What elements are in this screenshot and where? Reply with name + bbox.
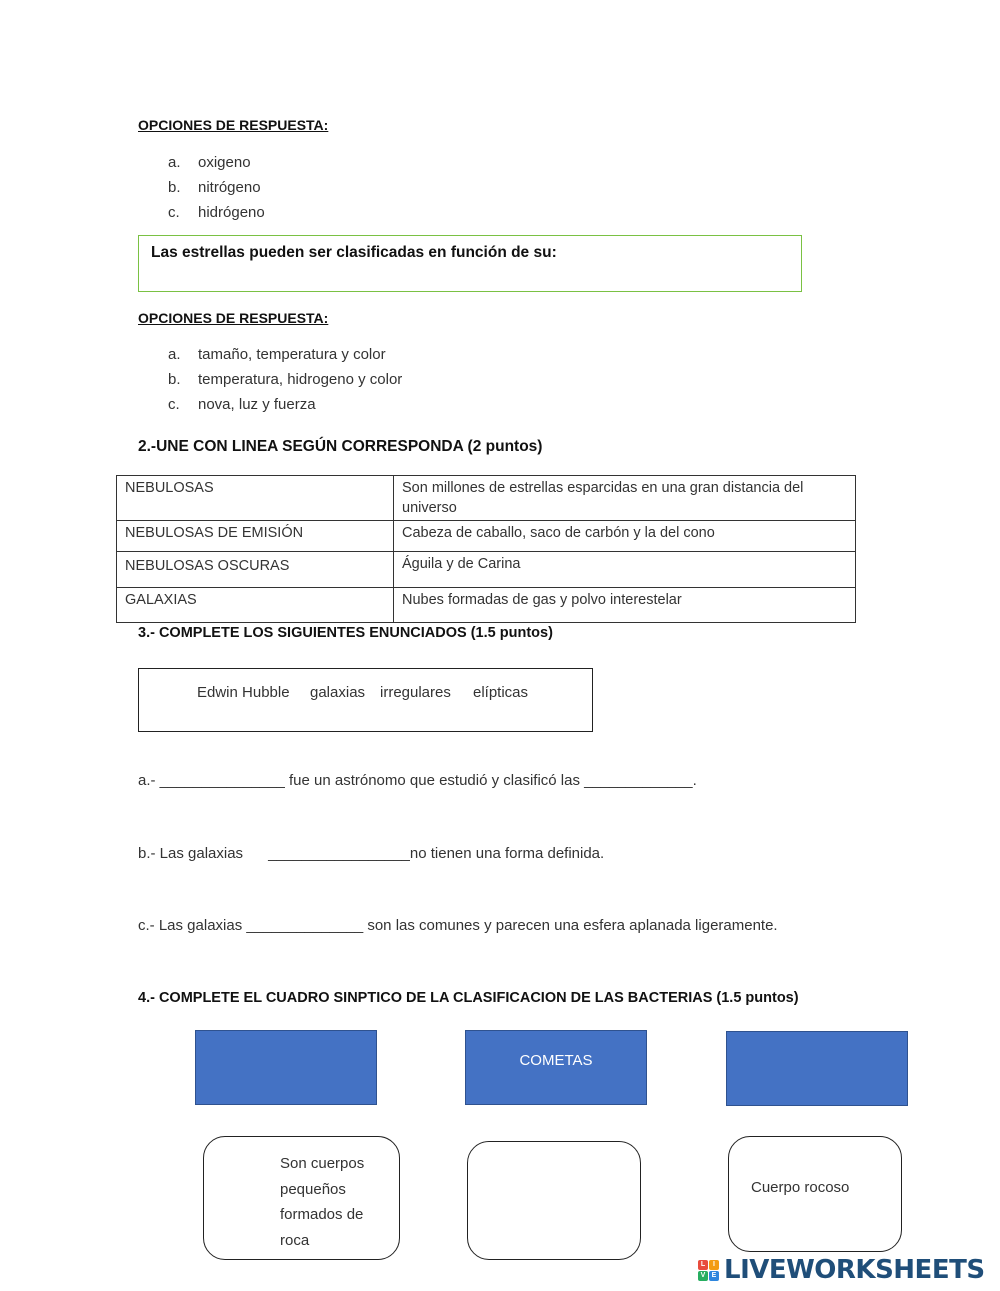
description-text: Son cuerpos pequeños formados de roca <box>280 1155 365 1249</box>
match-right-cell[interactable]: Águila y de Carina <box>394 552 856 588</box>
header-box-middle[interactable] <box>465 1030 647 1105</box>
q2-options-heading: OPCIONES DE RESPUESTA: <box>138 310 329 326</box>
q2-options-list <box>168 342 402 417</box>
description-text: Cuerpo rocoso <box>751 1179 850 1196</box>
sentence-b[interactable]: b.- Las galaxias _________________no tienen una forma definida. <box>138 845 605 862</box>
word-bank-item[interactable]: irregulares <box>380 684 451 701</box>
logo-text: LIVEWORKSHEETS <box>724 1255 985 1285</box>
q2-option-a[interactable]: a. tamaño, temperatura y color <box>168 346 386 363</box>
match-right-cell[interactable]: Nubes formadas de gas y polvo interestelar <box>394 588 856 623</box>
section4-title: 4.- COMPLETE EL CUADRO SINPTICO DE LA CLASIFICACION DE LAS BACTERIAS (1.5 puntos) <box>138 990 799 1006</box>
table-row <box>117 552 856 588</box>
q1-option-c[interactable]: c. hidrógeno <box>168 204 265 221</box>
q1-options-list <box>168 150 265 225</box>
description-box-middle[interactable] <box>467 1141 641 1260</box>
header-box-right[interactable] <box>726 1031 908 1106</box>
match-left-cell[interactable]: NEBULOSAS DE EMISIÓN <box>117 521 394 552</box>
matching-table <box>116 475 856 623</box>
word-bank-item[interactable]: elípticas <box>473 684 529 701</box>
word-bank-box <box>138 668 593 732</box>
logo-mark-icon: L I V E <box>698 1260 719 1281</box>
section2-title: 2.-UNE CON LINEA SEGÚN CORRESPONDA (2 puntos) <box>138 438 543 455</box>
q1-option-a[interactable]: a. oxigeno <box>168 154 251 171</box>
q1-option-b[interactable]: b. nitrógeno <box>168 179 261 196</box>
table-row <box>117 588 856 623</box>
liveworksheets-logo <box>698 1255 985 1285</box>
sentence-c[interactable]: c.- Las galaxias ______________ son las comunes y parecen una esfera aplanada ligeramente. <box>138 917 778 934</box>
description-box-left[interactable] <box>203 1136 400 1260</box>
word-bank-item[interactable]: galaxias <box>310 684 366 701</box>
description-box-right[interactable] <box>728 1136 902 1252</box>
sentence-a[interactable]: a.- _______________ fue un astrónomo que estudió y clasificó las _____________. <box>138 772 697 789</box>
q2-prompt-box <box>138 235 802 292</box>
section3-title: 3.- COMPLETE LOS SIGUIENTES ENUNCIADOS (1.5 puntos) <box>138 625 553 641</box>
q2-option-b[interactable]: b. temperatura, hidrogeno y color <box>168 371 403 388</box>
header-box-left[interactable] <box>195 1030 377 1105</box>
q2-prompt: Las estrellas pueden ser clasificadas en función de su: <box>151 244 557 261</box>
match-right-cell[interactable]: Son millones de estrellas esparcidas en una gran distancia del universo <box>394 476 856 521</box>
match-left-cell[interactable]: NEBULOSAS OSCURAS <box>117 552 394 588</box>
match-right-cell[interactable]: Cabeza de caballo, saco de carbón y la del cono <box>394 521 856 552</box>
q2-option-c[interactable]: c. nova, luz y fuerza <box>168 396 316 413</box>
match-left-cell[interactable]: NEBULOSAS <box>117 476 394 521</box>
q1-options-heading: OPCIONES DE RESPUESTA: <box>138 117 329 133</box>
match-left-cell[interactable]: GALAXIAS <box>117 588 394 623</box>
word-bank-item[interactable]: Edwin Hubble <box>197 684 290 701</box>
table-row <box>117 476 856 521</box>
header-box-label: COMETAS <box>519 1052 593 1069</box>
table-row <box>117 521 856 552</box>
